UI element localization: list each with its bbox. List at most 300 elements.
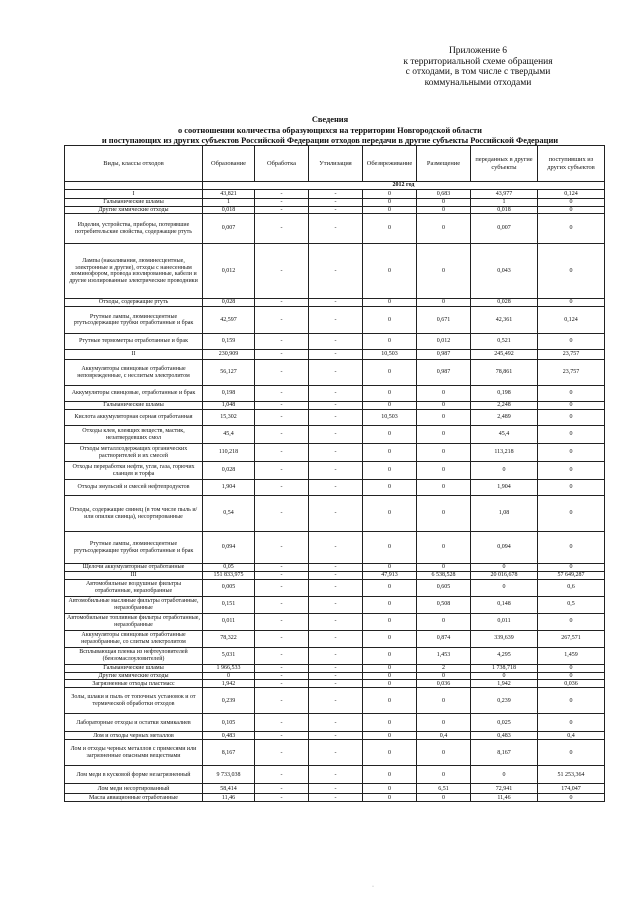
table-row xyxy=(65,199,605,207)
transferred-cell: 0,148 xyxy=(471,596,538,613)
table-row xyxy=(65,496,605,532)
utilization-cell: - xyxy=(309,680,363,688)
transferred-cell: 1,942 xyxy=(471,680,538,688)
disposal-cell: 0 xyxy=(417,386,471,402)
waste-type-cell: Аккумуляторы свинцовые, отработанные и брак xyxy=(65,386,203,402)
col-header-processing: Обработка xyxy=(255,146,309,182)
received-cell: 0 xyxy=(538,299,605,307)
utilization-cell: - xyxy=(309,732,363,740)
transferred-cell: 0 xyxy=(471,462,538,480)
utilization-cell: - xyxy=(309,206,363,214)
neutralization-cell: 0 xyxy=(363,613,417,630)
utilization-cell: - xyxy=(309,564,363,572)
transferred-cell: 2,248 xyxy=(471,402,538,410)
disposal-cell: 0,508 xyxy=(417,596,471,613)
waste-type-cell: Лом меди в кусковой форме незагрязненный xyxy=(65,766,203,784)
processing-cell: - xyxy=(255,579,309,596)
table-row xyxy=(65,386,605,402)
generation-cell: 1,904 xyxy=(203,480,255,496)
utilization-cell: - xyxy=(309,462,363,480)
appendix-line: коммунальными отходами xyxy=(424,77,532,88)
utilization-cell: - xyxy=(309,360,363,386)
generation-cell: 0,483 xyxy=(203,732,255,740)
generation-cell: 0,018 xyxy=(203,206,255,214)
utilization-cell: - xyxy=(309,596,363,613)
processing-cell: - xyxy=(255,334,309,350)
neutralization-cell: 0 xyxy=(363,766,417,784)
neutralization-cell: 0 xyxy=(363,732,417,740)
neutralization-cell: 0 xyxy=(363,402,417,410)
waste-type-cell: Отходы, содержащие ртуть xyxy=(65,299,203,307)
generation-cell: 0,105 xyxy=(203,714,255,732)
table-row xyxy=(65,426,605,444)
table-row xyxy=(65,307,605,334)
waste-type-cell: Гальванические шламы xyxy=(65,402,203,410)
waste-type-cell: Лом и отходы черных металлов xyxy=(65,732,203,740)
col-header-received: поступивших из других субъектов xyxy=(538,146,605,182)
waste-type-cell: Другие химические отходы xyxy=(65,206,203,214)
appendix-line: Приложение 6 xyxy=(448,46,508,56)
processing-cell: - xyxy=(255,410,309,426)
generation-cell: 78,322 xyxy=(203,630,255,647)
neutralization-cell: 0 xyxy=(363,360,417,386)
received-cell: 0 xyxy=(538,462,605,480)
disposal-cell: 0,012 xyxy=(417,334,471,350)
title-line: о соотношении количества образующихся на территории Новгородской области xyxy=(178,125,482,135)
received-cell: 0 xyxy=(538,334,605,350)
transferred-cell: 0,043 xyxy=(471,244,538,299)
waste-type-cell: Золы, шлаки и пыль от топочных установок и от термической обработки отходов xyxy=(65,688,203,714)
appendix-line: к территориальной схеме обращения xyxy=(403,56,553,67)
table-row xyxy=(65,664,605,672)
transferred-cell: 0,028 xyxy=(471,299,538,307)
waste-type-cell: Гальванические шламы xyxy=(65,199,203,207)
waste-type-cell: Кислота аккумуляторная серная отработанная xyxy=(65,410,203,426)
received-cell: 0 xyxy=(538,402,605,410)
transferred-cell: 78,861 xyxy=(471,360,538,386)
processing-cell: - xyxy=(255,386,309,402)
document-title xyxy=(60,115,600,147)
neutralization-cell: 0 xyxy=(363,496,417,532)
disposal-cell: 0 xyxy=(417,214,471,244)
utilization-cell: - xyxy=(309,214,363,244)
processing-cell: - xyxy=(255,630,309,647)
received-cell: 0,124 xyxy=(538,307,605,334)
received-cell: 0 xyxy=(538,244,605,299)
processing-cell: - xyxy=(255,214,309,244)
col-header-neutralization: Обезвреживание xyxy=(363,146,417,182)
utilization-cell: - xyxy=(309,386,363,402)
col-header-disposal: Размещение xyxy=(417,146,471,182)
waste-type-cell: Отходы эмульсий и смесей нефтепродуктов xyxy=(65,480,203,496)
generation-cell: 0,028 xyxy=(203,462,255,480)
utilization-cell: - xyxy=(309,307,363,334)
waste-type-cell: Автомобильные топливные фильтры отработанные, неразобранные xyxy=(65,613,203,630)
utilization-cell: - xyxy=(309,664,363,672)
processing-cell: - xyxy=(255,299,309,307)
table-row xyxy=(65,206,605,214)
received-cell: 0,036 xyxy=(538,680,605,688)
disposal-cell: 0 xyxy=(417,496,471,532)
generation-cell: 1,942 xyxy=(203,680,255,688)
table-row xyxy=(65,244,605,299)
neutralization-cell: 0 xyxy=(363,386,417,402)
processing-cell: - xyxy=(255,190,309,199)
col-header-generation: Образование xyxy=(203,146,255,182)
processing-cell: - xyxy=(255,532,309,564)
neutralization-cell: 0 xyxy=(363,206,417,214)
transferred-cell: 43,977 xyxy=(471,190,538,199)
disposal-cell: 0 xyxy=(417,564,471,572)
processing-cell: - xyxy=(255,680,309,688)
neutralization-cell: 0 xyxy=(363,714,417,732)
transferred-cell: 8,167 xyxy=(471,740,538,766)
received-cell: 0 xyxy=(538,564,605,572)
transferred-cell: 0 xyxy=(471,766,538,784)
disposal-cell: 0,671 xyxy=(417,307,471,334)
received-cell: 23,757 xyxy=(538,350,605,360)
processing-cell: - xyxy=(255,462,309,480)
processing-cell: - xyxy=(255,496,309,532)
processing-cell: - xyxy=(255,688,309,714)
table-row xyxy=(65,630,605,647)
disposal-cell: 0,683 xyxy=(417,190,471,199)
neutralization-cell: 0 xyxy=(363,688,417,714)
waste-type-cell: Автомобильные воздушные фильтры отработанные, неразобранные xyxy=(65,579,203,596)
disposal-cell: 0 xyxy=(417,532,471,564)
processing-cell: - xyxy=(255,444,309,462)
generation-cell: 0,007 xyxy=(203,214,255,244)
generation-cell: 58,414 xyxy=(203,784,255,794)
disposal-cell: 0 xyxy=(417,613,471,630)
utilization-cell: - xyxy=(309,199,363,207)
waste-type-cell: Отходы клея, клеящих веществ, мастик, незатвердевших смол xyxy=(65,426,203,444)
processing-cell: - xyxy=(255,402,309,410)
received-cell: 0 xyxy=(538,426,605,444)
processing-cell: - xyxy=(255,740,309,766)
col-header-transferred: переданных в другие субъекты xyxy=(471,146,538,182)
transferred-cell: 1,08 xyxy=(471,496,538,532)
hazard-class-row xyxy=(65,350,605,360)
received-cell: 0 xyxy=(538,688,605,714)
transferred-cell: 1,904 xyxy=(471,480,538,496)
generation-cell: 15,302 xyxy=(203,410,255,426)
received-cell: 0 xyxy=(538,794,605,802)
utilization-cell: - xyxy=(309,613,363,630)
neutralization-cell: 10,503 xyxy=(363,410,417,426)
neutralization-cell: 0 xyxy=(363,214,417,244)
utilization-cell: - xyxy=(309,766,363,784)
generation-cell: 0,198 xyxy=(203,386,255,402)
neutralization-cell: 0 xyxy=(363,480,417,496)
table-row xyxy=(65,732,605,740)
disposal-cell: 0,987 xyxy=(417,360,471,386)
received-cell: 0 xyxy=(538,740,605,766)
processing-cell: - xyxy=(255,480,309,496)
neutralization-cell: 0 xyxy=(363,299,417,307)
table-row xyxy=(65,444,605,462)
col-header-waste-type: Виды, классы отходов xyxy=(65,146,203,182)
neutralization-cell: 0 xyxy=(363,784,417,794)
transferred-cell: 339,639 xyxy=(471,630,538,647)
table-row xyxy=(65,299,605,307)
disposal-cell: 0 xyxy=(417,402,471,410)
utilization-cell: - xyxy=(309,740,363,766)
transferred-cell: 0,483 xyxy=(471,732,538,740)
received-cell: 51 253,364 xyxy=(538,766,605,784)
disposal-cell: 0 xyxy=(417,206,471,214)
year-row-empty-cell xyxy=(65,182,203,190)
received-cell: 0 xyxy=(538,199,605,207)
generation-cell: 110,218 xyxy=(203,444,255,462)
disposal-cell: 0 xyxy=(417,410,471,426)
table-row xyxy=(65,794,605,802)
utilization-cell: - xyxy=(309,688,363,714)
generation-cell: 0,028 xyxy=(203,299,255,307)
neutralization-cell: 0 xyxy=(363,532,417,564)
table-row xyxy=(65,214,605,244)
table-row xyxy=(65,784,605,794)
utilization-cell: - xyxy=(309,402,363,410)
neutralization-cell: 47,913 xyxy=(363,571,417,579)
disposal-cell: 0,874 xyxy=(417,630,471,647)
transferred-cell: 0 xyxy=(471,579,538,596)
table-row xyxy=(65,680,605,688)
neutralization-cell: 0 xyxy=(363,244,417,299)
received-cell: 0 xyxy=(538,496,605,532)
processing-cell: - xyxy=(255,596,309,613)
neutralization-cell: 0 xyxy=(363,647,417,664)
year-label: 2012 год xyxy=(203,182,605,190)
waste-type-cell: Отходы переработки нефти, угля, газа, горючих сланцев и торфа xyxy=(65,462,203,480)
utilization-cell: - xyxy=(309,190,363,199)
transferred-cell: 0,198 xyxy=(471,386,538,402)
utilization-cell: - xyxy=(309,647,363,664)
transferred-cell: 42,361 xyxy=(471,307,538,334)
disposal-cell: 0,036 xyxy=(417,680,471,688)
received-cell: 0 xyxy=(538,410,605,426)
generation-cell: 8,167 xyxy=(203,740,255,766)
transferred-cell: 0 xyxy=(471,564,538,572)
generation-cell: 0,151 xyxy=(203,596,255,613)
neutralization-cell: 0 xyxy=(363,307,417,334)
generation-cell: 151 833,975 xyxy=(203,571,255,579)
col-header-utilization: Утилизация xyxy=(309,146,363,182)
disposal-cell: 2 xyxy=(417,664,471,672)
transferred-cell: 0,011 xyxy=(471,613,538,630)
received-cell: 0,6 xyxy=(538,579,605,596)
neutralization-cell: 10,503 xyxy=(363,350,417,360)
transferred-cell: 0,521 xyxy=(471,334,538,350)
disposal-cell: 0 xyxy=(417,688,471,714)
generation-cell: 0,239 xyxy=(203,688,255,714)
transferred-cell: 45,4 xyxy=(471,426,538,444)
neutralization-cell: 0 xyxy=(363,664,417,672)
waste-table xyxy=(64,145,605,802)
processing-cell: - xyxy=(255,647,309,664)
table-row xyxy=(65,766,605,784)
table-row xyxy=(65,532,605,564)
table-row xyxy=(65,360,605,386)
utilization-cell: - xyxy=(309,794,363,802)
disposal-cell: 0,605 xyxy=(417,579,471,596)
received-cell: 174,047 xyxy=(538,784,605,794)
received-cell: 267,571 xyxy=(538,630,605,647)
table-row xyxy=(65,410,605,426)
processing-cell: - xyxy=(255,714,309,732)
disposal-cell: 0,4 xyxy=(417,732,471,740)
generation-cell: 11,46 xyxy=(203,794,255,802)
utilization-cell: - xyxy=(309,299,363,307)
hazard-class-row xyxy=(65,190,605,199)
waste-type-cell: III xyxy=(65,571,203,579)
transferred-cell: 1 738,718 xyxy=(471,664,538,672)
transferred-cell: 4,295 xyxy=(471,647,538,664)
disposal-cell: 0 xyxy=(417,714,471,732)
year-row xyxy=(65,182,605,190)
table-row xyxy=(65,740,605,766)
utilization-cell: - xyxy=(309,426,363,444)
received-cell: 0 xyxy=(538,714,605,732)
transferred-cell: 245,492 xyxy=(471,350,538,360)
table-row xyxy=(65,334,605,350)
disposal-cell: 0 xyxy=(417,766,471,784)
received-cell: 23,757 xyxy=(538,360,605,386)
utilization-cell: - xyxy=(309,496,363,532)
utilization-cell: - xyxy=(309,480,363,496)
neutralization-cell: 0 xyxy=(363,444,417,462)
neutralization-cell: 0 xyxy=(363,334,417,350)
table-row xyxy=(65,647,605,664)
waste-type-cell: Ртутные термометры отработанные и брак xyxy=(65,334,203,350)
generation-cell: 45,4 xyxy=(203,426,255,444)
processing-cell: - xyxy=(255,426,309,444)
received-cell: 0 xyxy=(538,206,605,214)
table-row xyxy=(65,564,605,572)
generation-cell: 0,011 xyxy=(203,613,255,630)
neutralization-cell: 0 xyxy=(363,564,417,572)
neutralization-cell: 0 xyxy=(363,190,417,199)
received-cell: 0 xyxy=(538,214,605,244)
generation-cell: 1,048 xyxy=(203,402,255,410)
processing-cell: - xyxy=(255,350,309,360)
utilization-cell: - xyxy=(309,630,363,647)
neutralization-cell: 0 xyxy=(363,579,417,596)
page-mark: · xyxy=(372,884,374,890)
received-cell: 0,4 xyxy=(538,732,605,740)
processing-cell: - xyxy=(255,206,309,214)
received-cell: 0 xyxy=(538,664,605,672)
transferred-cell: 1 xyxy=(471,199,538,207)
disposal-cell: 0,987 xyxy=(417,350,471,360)
generation-cell: 1 966,533 xyxy=(203,664,255,672)
transferred-cell: 0,094 xyxy=(471,532,538,564)
title-line: и поступающих из других субъектов Российской Федерации отходов передачи в другие субъекты Российской Федерации xyxy=(101,136,559,145)
processing-cell: - xyxy=(255,784,309,794)
utilization-cell: - xyxy=(309,444,363,462)
processing-cell: - xyxy=(255,571,309,579)
processing-cell: - xyxy=(255,307,309,334)
disposal-cell: 0 xyxy=(417,462,471,480)
table-row xyxy=(65,579,605,596)
disposal-cell: 0 xyxy=(417,244,471,299)
disposal-cell: 0 xyxy=(417,794,471,802)
generation-cell: 0 xyxy=(203,672,255,680)
disposal-cell: 0 xyxy=(417,740,471,766)
waste-type-cell: Лом меди несортированный xyxy=(65,784,203,794)
waste-type-cell: Лампы (накаливания, люминесцентные, электронные и другие), отходы с нанесенным люминофором, провода изолированные, кабели и другие изолированные электрические проводники xyxy=(65,244,203,299)
table-row xyxy=(65,402,605,410)
waste-type-cell: Лабораторные отходы и остатки химикалиев xyxy=(65,714,203,732)
waste-type-cell: Гальванические шламы xyxy=(65,664,203,672)
generation-cell: 0,012 xyxy=(203,244,255,299)
received-cell: 0 xyxy=(538,480,605,496)
waste-type-cell: Щелочи аккумуляторные отработанные xyxy=(65,564,203,572)
neutralization-cell: 0 xyxy=(363,462,417,480)
received-cell: 0,5 xyxy=(538,596,605,613)
neutralization-cell: 0 xyxy=(363,680,417,688)
waste-type-cell: Отходы металлсодержащих органических растворителей и их смесей xyxy=(65,444,203,462)
table-header-row xyxy=(65,146,605,182)
disposal-cell: 1,453 xyxy=(417,647,471,664)
transferred-cell: 20 016,678 xyxy=(471,571,538,579)
generation-cell: 0,159 xyxy=(203,334,255,350)
generation-cell: 0,05 xyxy=(203,564,255,572)
neutralization-cell: 0 xyxy=(363,596,417,613)
disposal-cell: 0 xyxy=(417,444,471,462)
neutralization-cell: 0 xyxy=(363,630,417,647)
generation-cell: 230,909 xyxy=(203,350,255,360)
utilization-cell: - xyxy=(309,350,363,360)
received-cell: 57 649,287 xyxy=(538,571,605,579)
disposal-cell: 6 538,528 xyxy=(417,571,471,579)
disposal-cell: 0 xyxy=(417,480,471,496)
waste-type-cell: Лом и отходы черных металлов с примесями или загрязненные опасными веществами xyxy=(65,740,203,766)
waste-type-cell: I xyxy=(65,190,203,199)
processing-cell: - xyxy=(255,360,309,386)
neutralization-cell: 0 xyxy=(363,426,417,444)
waste-type-cell: Другие химические отходы xyxy=(65,672,203,680)
processing-cell: - xyxy=(255,199,309,207)
waste-type-cell: Масла авиационные отработанные xyxy=(65,794,203,802)
transferred-cell: 2,489 xyxy=(471,410,538,426)
waste-type-cell: II xyxy=(65,350,203,360)
received-cell: 0 xyxy=(538,386,605,402)
disposal-cell: 0 xyxy=(417,299,471,307)
neutralization-cell: 0 xyxy=(363,199,417,207)
waste-type-cell: Ртутные лампы, люминесцентные ртутьсодержащие трубки отработанные и брак xyxy=(65,532,203,564)
processing-cell: - xyxy=(255,664,309,672)
generation-cell: 42,597 xyxy=(203,307,255,334)
received-cell: 0,124 xyxy=(538,190,605,199)
received-cell: 1,459 xyxy=(538,647,605,664)
processing-cell: - xyxy=(255,732,309,740)
utilization-cell: - xyxy=(309,410,363,426)
hazard-class-row xyxy=(65,571,605,579)
utilization-cell: - xyxy=(309,714,363,732)
table-row xyxy=(65,480,605,496)
table-row xyxy=(65,688,605,714)
transferred-cell: 0,007 xyxy=(471,214,538,244)
appendix-heading xyxy=(378,46,578,88)
disposal-cell: 0 xyxy=(417,426,471,444)
generation-cell: 0,094 xyxy=(203,532,255,564)
utilization-cell: - xyxy=(309,784,363,794)
processing-cell: - xyxy=(255,794,309,802)
disposal-cell: 6,51 xyxy=(417,784,471,794)
transferred-cell: 0,018 xyxy=(471,206,538,214)
waste-type-cell: Загрязненные отходы пластмасс xyxy=(65,680,203,688)
